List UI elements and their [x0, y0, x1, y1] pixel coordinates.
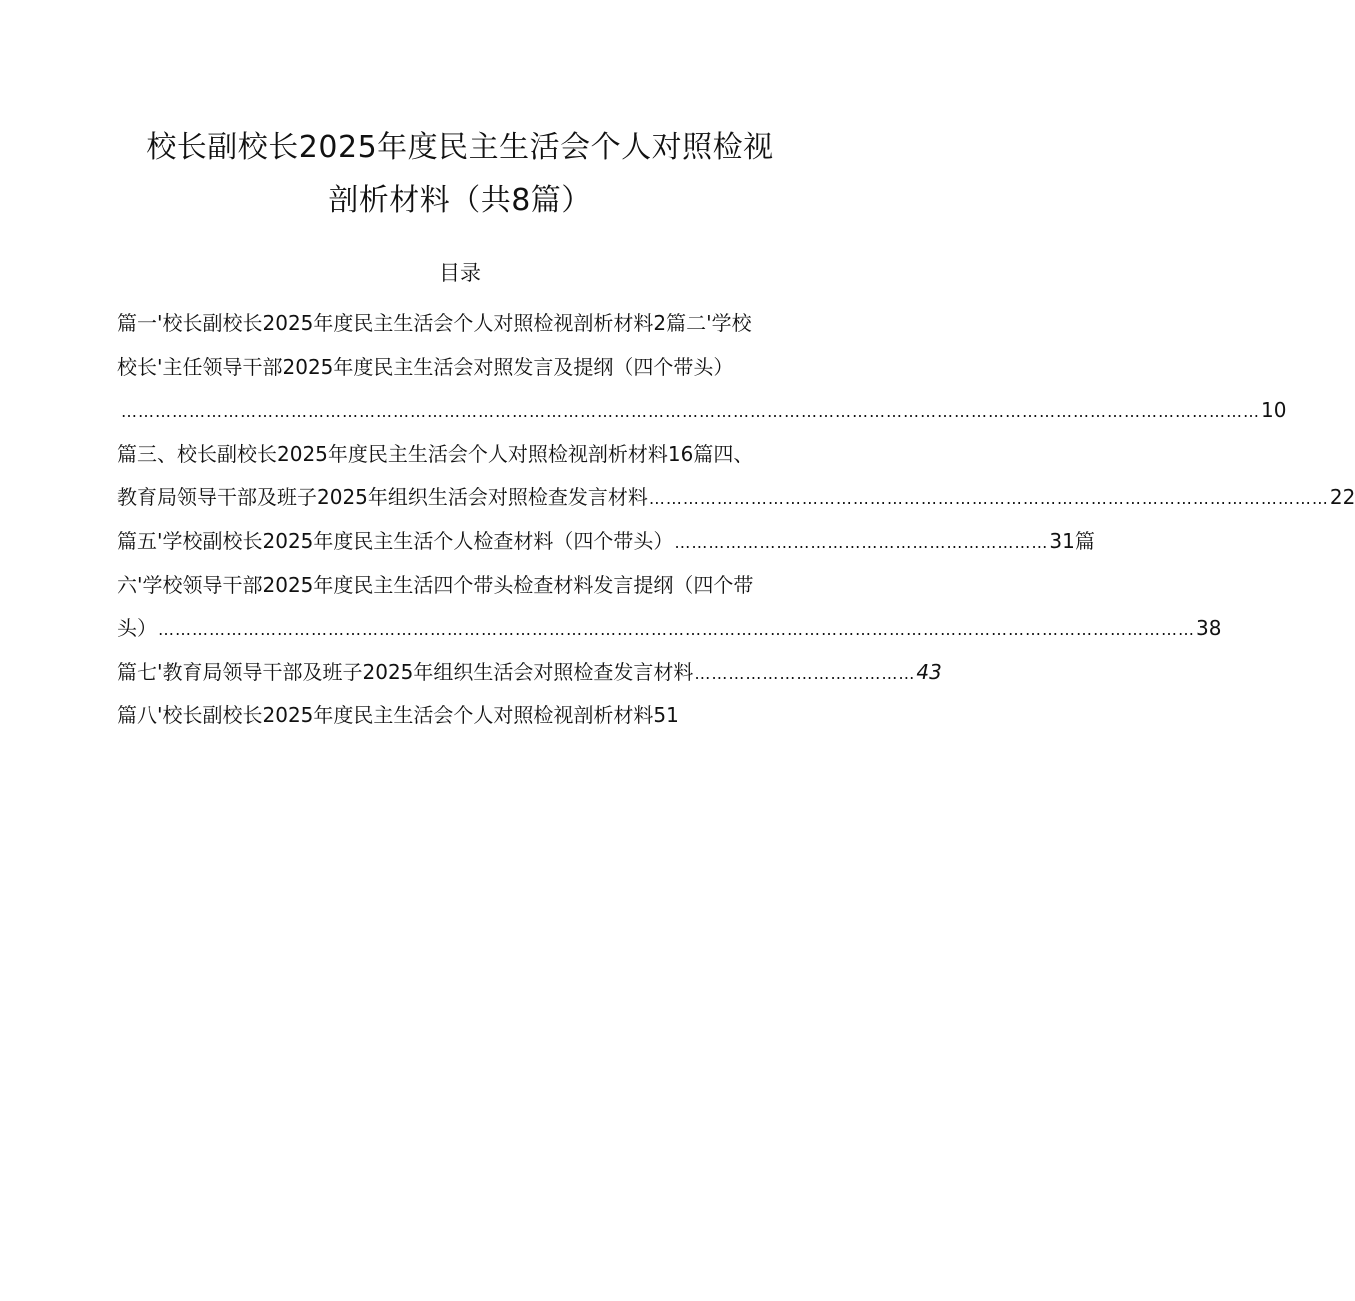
toc-leader-dots: …………………………………………………………: [674, 532, 1049, 552]
toc-line[interactable]: [117, 698, 842, 742]
document-title-line-1: 校长副校长2025年度民主生活会个人对照检视: [146, 130, 774, 165]
table-of-contents: [117, 306, 1355, 742]
toc-heading: 目录: [439, 261, 481, 285]
toc-line[interactable]: [117, 306, 842, 350]
toc-leader-dots: …………………………………………………………………………………………………………………………………………………………………………………: [121, 402, 1260, 422]
toc-page-number: 31篇: [1049, 528, 1095, 553]
toc-line-text: 六'学校领导干部2025年度民主生活四个带头检查材料发言提纲（四个带: [117, 572, 754, 597]
toc-line-text: 篇七'教育局领导干部及班子2025年组织生活会对照检查发言材料: [117, 659, 694, 684]
toc-leader-dots: …………………………………………………………………………………………………………………………………………………………………: [158, 620, 1195, 640]
toc-line-text: 头）: [117, 616, 157, 641]
toc-leader-dots: …………………………………………………………………………………………………………: [648, 489, 1329, 509]
toc-line[interactable]: [117, 350, 842, 394]
toc-line[interactable]: [117, 393, 1287, 437]
toc-line-text: 篇一'校长副校长2025年度民主生活会个人对照检视剖析材料2篇二'学校: [117, 311, 752, 335]
toc-line-text: 校长'主任领导干部2025年度民主生活会对照发言及提纲（四个带头）: [117, 354, 734, 379]
toc-line[interactable]: [117, 568, 842, 612]
toc-page-number: 43: [916, 659, 942, 684]
toc-line-text: 篇五'学校副校长2025年度民主生活个人检查材料（四个带头）: [117, 528, 674, 553]
document-title-line-2: 剖析材料（共8篇）: [328, 183, 592, 218]
toc-line-text: 篇三、校长副校长2025年度民主生活会个人对照检视剖析材料16篇四、: [117, 441, 754, 466]
toc-line[interactable]: [117, 611, 1222, 655]
toc-line[interactable]: [117, 524, 1095, 568]
toc-page-number: 10: [1261, 398, 1287, 423]
toc-line[interactable]: [117, 437, 842, 481]
toc-line[interactable]: [117, 655, 942, 699]
toc-line-text: 教育局领导干部及班子2025年组织生活会对照检查发言材料: [117, 485, 648, 510]
toc-page-number: 22: [1329, 485, 1355, 510]
toc-line-text: 篇八'校长副校长2025年度民主生活会个人对照检视剖析材料51: [117, 703, 679, 728]
toc-page-number: 38: [1196, 616, 1222, 641]
toc-leader-dots: …………………………………: [694, 663, 916, 683]
toc-line[interactable]: [117, 480, 1355, 524]
